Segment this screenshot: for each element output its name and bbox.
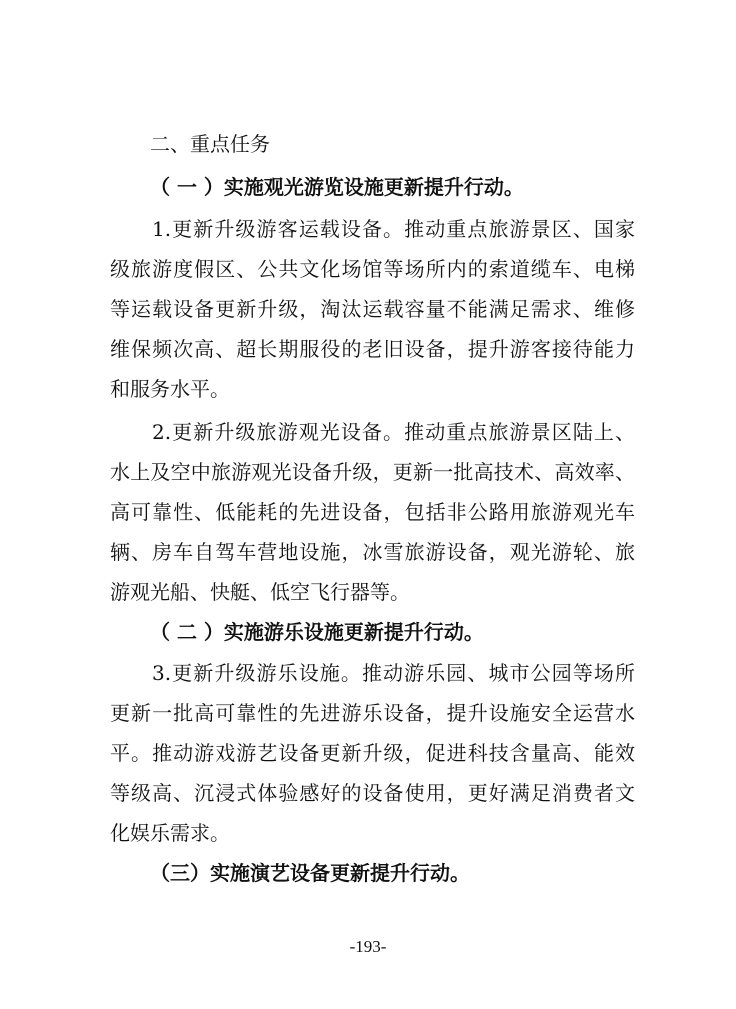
paragraph-2-line: 水上及空中旅游观光设备升级，更新一批高技术、高效率、 <box>110 460 635 484</box>
paragraph-3-line: 等级高、沉浸式体验感好的设备使用，更好满足消费者文 <box>110 781 635 805</box>
paragraph-2-line: 2.更新升级旅游观光设备。推动重点旅游景区陆上、 <box>152 420 635 444</box>
paragraph-3-line: 化娱乐需求。 <box>110 821 230 845</box>
paragraph-1-line: 维保频次高、超长期服役的老旧设备，提升游客接待能力 <box>110 337 635 361</box>
paragraph-3-line: 3.更新升级游乐设施。推动游乐园、城市公园等场所 <box>152 661 635 685</box>
paragraph-1-line: 1.更新升级游客运载设备。推动重点旅游景区、国家 <box>152 217 635 241</box>
paragraph-2-line: 辆、房车自驾车营地设施，冰雪旅游设备，观光游轮、旅 <box>110 540 635 564</box>
paragraph-3-line: 更新一批高可靠性的先进游乐设备，提升设施安全运营水 <box>110 701 635 725</box>
page-number: -193- <box>349 937 387 956</box>
paragraph-3-line: 平。推动游戏游艺设备更新升级，促进科技含量高、能效 <box>110 741 635 765</box>
subheading-1: （ 一 ）实施观光游览设施更新提升行动。 <box>150 175 524 199</box>
paragraph-1-line: 级旅游度假区、公共文化场馆等场所内的索道缆车、电梯 <box>110 257 635 281</box>
paragraph-1-line: 和服务水平。 <box>110 377 230 401</box>
subheading-2: （ 二 ）实施游乐设施更新提升行动。 <box>150 620 484 644</box>
paragraph-2-line: 游观光船、快艇、低空飞行器等。 <box>110 580 410 604</box>
paragraph-1-line: 等运载设备更新升级，淘汰运载容量不能满足需求、维修 <box>110 297 635 321</box>
paragraph-2-line: 高可靠性、低能耗的先进设备，包括非公路用旅游观光车 <box>110 500 635 524</box>
section-heading: 二、重点任务 <box>150 132 270 156</box>
subheading-3: （三）实施演艺设备更新提升行动。 <box>150 861 470 885</box>
